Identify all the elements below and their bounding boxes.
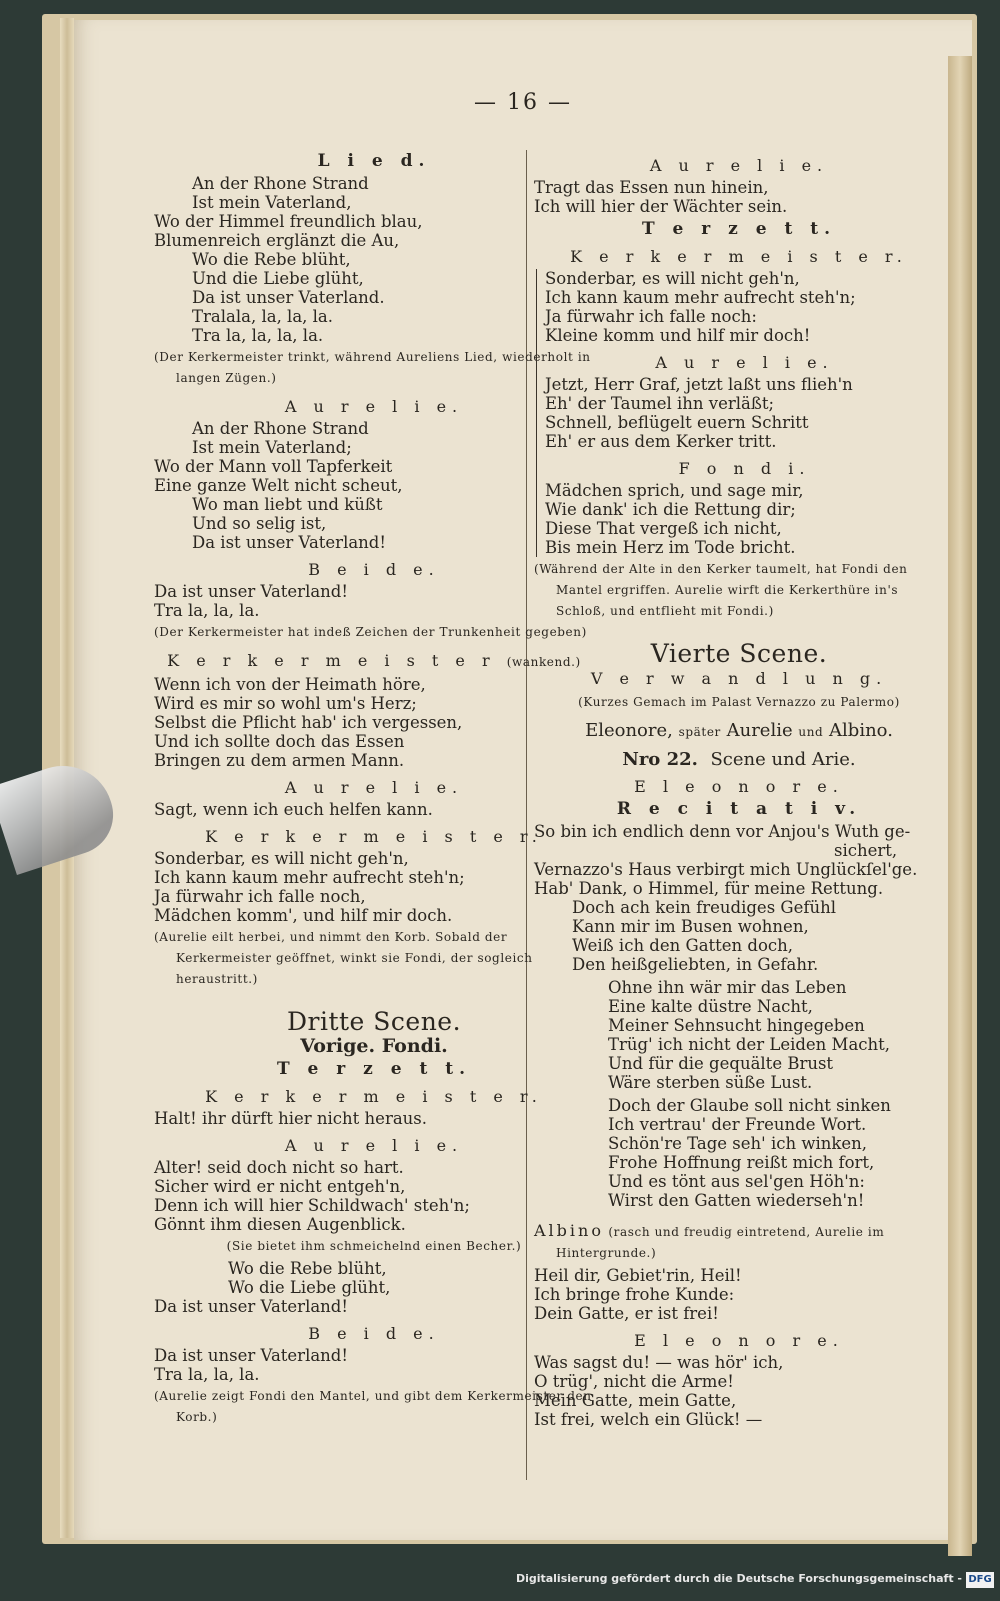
speaker-albino-block [534, 1220, 944, 1264]
speaker-kerkermeister: K e r k e r m e i s t e r. [205, 1087, 543, 1106]
scene-title: Vierte Scene. [650, 639, 828, 668]
verse-line: Sonderbar, es will nicht geh'n, [545, 269, 800, 288]
cast-und: und [798, 725, 824, 739]
verse-line: Ohne ihn wär mir das Leben [608, 978, 847, 997]
verse-line: Tra la, la, la. [154, 601, 260, 620]
verse-line: Mädchen sprich, und sage mir, [545, 481, 804, 500]
verse-line: Wirst den Gatten wiederseh'n! [608, 1191, 865, 1210]
number-label: Nro 22. [622, 749, 698, 770]
stage-direction: (Aurelie eilt herbei, und nimmt den Korb. Sobald der Kerkermeister geöffnet, winkt sie Fondi, der sogleich heraustritt.) [154, 930, 533, 986]
page-number: — 16 — [474, 90, 572, 115]
verse-line: Jetzt, Herr Graf, jetzt laßt uns flieh'n [545, 375, 853, 394]
verse-line: Blumenreich erglänzt die Au, [154, 231, 400, 250]
terzett-heading: T e r z e t t. [276, 1059, 472, 1079]
verse-line: Da ist unser Vaterland! [192, 533, 387, 552]
number-title [534, 750, 944, 769]
scene-cast: Vorige. Fondi. [300, 1035, 448, 1057]
terzett-heading: T e r z e t t. [641, 219, 837, 239]
stage-direction: (Der Kerkermeister hat indeß Zeichen der Trunkenheit gegeben) [154, 625, 587, 639]
verse-line: Da ist unser Vaterland! [154, 582, 349, 601]
stage-direction: (Kurzes Gemach im Palast Vernazzo zu Palermo) [578, 695, 900, 709]
speaker-kerkermeister [154, 651, 594, 672]
speaker-aurelie: A u r e l i e. [649, 156, 829, 175]
stage-direction: (Während der Alte in den Kerker taumelt, hat Fondi den Mantel ergriffen. Aurelie wirft die Kerkerthüre in's Schloß, und entflieht mit Fondi.) [534, 562, 908, 618]
verse-line: Bringen zu dem armen Mann. [154, 751, 405, 770]
verse-line: Denn ich will hier Schildwach' steh'n; [154, 1196, 470, 1215]
verse-line: Und die Liebe glüht, [192, 269, 364, 288]
speaker-aurelie: A u r e l i e. [284, 397, 464, 416]
verse-line: Wäre sterben süße Lust. [608, 1073, 813, 1092]
verse-line: Weiß ich den Gatten doch, [572, 936, 794, 955]
verse-line: Doch ach kein freudiges Gefühl [572, 898, 836, 917]
verse-line: Ich will hier der Wächter sein. [534, 197, 788, 216]
verse-line: Sagt, wenn ich euch helfen kann. [154, 800, 433, 819]
verse-line: Wo man liebt und küßt [192, 495, 383, 514]
verse-line: Ich vertrau' der Freunde Wort. [608, 1115, 867, 1134]
book-page [74, 20, 972, 1540]
page-right-edge [948, 56, 972, 1556]
verse-line: Mädchen komm', und hilf mir doch. [154, 906, 453, 925]
verse-line: Mein Gatte, mein Gatte, [534, 1391, 737, 1410]
verse-line: Sonderbar, es will nicht geh'n, [154, 849, 409, 868]
verse-line: Wo die Rebe blüht, [192, 250, 351, 269]
verse-line: Diese That vergeß ich nicht, [545, 519, 782, 538]
verse-line: Trüg' ich nicht der Leiden Macht, [608, 1035, 891, 1054]
recitativ-heading: R e c i t a t i v. [616, 799, 862, 819]
verse-line: Heil dir, Gebiet'rin, Heil! [534, 1266, 742, 1285]
verse-line: Da ist unser Vaterland. [192, 288, 385, 307]
verse-line: Tra la, la, la, la. [192, 326, 324, 345]
verse-line: Wie dank' ich die Rettung dir; [545, 500, 796, 519]
verse-line: Wo die Rebe blüht, [228, 1259, 387, 1278]
verse-line: Tralala, la, la, la. [192, 307, 334, 326]
speaker-aurelie: A u r e l i e. [655, 353, 834, 372]
verse-line: Und es tönt aus sel'gen Höh'n: [608, 1172, 865, 1191]
verse-bracket [536, 269, 944, 557]
verse-line: Kleine komm und hilf mir doch! [545, 326, 811, 345]
speaker-beide: B e i d e. [308, 1324, 440, 1343]
verse-line: Doch der Glaube soll nicht sinken [608, 1096, 891, 1115]
verse-line: Meiner Sehnsucht hingegeben [608, 1016, 865, 1035]
verse-line: Frohe Hoffnung reißt mich fort, [608, 1153, 875, 1172]
cast-spaeter: später [678, 725, 721, 739]
verse-line: Und für die gequälte Brust [608, 1054, 834, 1073]
verse-line: Tragt das Essen nun hinein, [534, 178, 769, 197]
number-name: Scene und Arie. [710, 749, 856, 770]
verse-line: Den heißgeliebten, in Gefahr. [572, 955, 819, 974]
verse-line: Eine ganze Welt nicht scheut, [154, 476, 403, 495]
left-column [154, 148, 594, 1430]
verse-line: Ich kann kaum mehr aufrecht steh'n; [545, 288, 856, 307]
cast-albino: Albino. [829, 720, 893, 741]
cast-eleonore: Eleonore, [585, 720, 673, 741]
speaker-direction: (wankend.) [506, 655, 581, 669]
verse-line: Ist mein Vaterland; [192, 438, 352, 457]
verse-line: Bis mein Herz im Tode bricht. [545, 538, 796, 557]
verse-line: Eine kalte düstre Nacht, [608, 997, 813, 1016]
scene-cast [534, 721, 944, 742]
verse-line: Halt! ihr dürft hier nicht heraus. [154, 1109, 428, 1128]
cast-aurelie: Aurelie [726, 720, 793, 741]
verse-line: An der Rhone Strand [192, 174, 369, 193]
scene-title: Dritte Scene. [286, 1007, 462, 1036]
verse-line: Eh' er aus dem Kerker tritt. [545, 432, 777, 451]
verse-line: Wenn ich von der Heimath höre, [154, 675, 426, 694]
verse-line: Selbst die Pflicht hab' ich vergessen, [154, 713, 463, 732]
verse-line: Tra la, la, la. [154, 1365, 260, 1384]
speaker-albino: Albino [534, 1221, 604, 1240]
stage-direction: (Der Kerkermeister trinkt, während Aureliens Lied, wiederholt in langen Zügen.) [154, 350, 591, 385]
verse-line: Wo die Liebe glüht, [228, 1278, 391, 1297]
verse-line: Kann mir im Busen wohnen, [572, 917, 809, 936]
speaker-kerkermeister: K e r k e r m e i s t e r. [205, 827, 543, 846]
verse-line: Schnell, beflügelt euern Schritt [545, 413, 809, 432]
verse-line: Dein Gatte, er ist frei! [534, 1304, 719, 1323]
stage-direction: (Sie bietet ihm schmeichelnd einen Becher.) [226, 1239, 522, 1253]
verse-line: Ja fürwahr ich falle noch, [154, 887, 366, 906]
verse-line: Ist frei, welch ein Glück! — [534, 1410, 763, 1429]
lied-heading: L i e d. [317, 151, 431, 171]
dfg-logo: DFG [966, 1572, 994, 1588]
verse-line: Wo der Mann voll Tapferkeit [154, 457, 393, 476]
speaker-fondi: F o n d i. [678, 459, 811, 478]
verse-line: O trüg', nicht die Arme! [534, 1372, 734, 1391]
speaker-aurelie: A u r e l i e. [284, 778, 464, 797]
right-column [534, 148, 944, 1429]
verwandlung: V e r w a n d l u n g. [590, 669, 888, 688]
verse-line: An der Rhone Strand [192, 419, 369, 438]
verse-line: Wo der Himmel freundlich blau, [154, 212, 423, 231]
verse-line: Alter! seid doch nicht so hart. [154, 1158, 404, 1177]
stage-direction: (rasch und freudig eintretend, Aurelie im Hintergrunde.) [556, 1225, 885, 1260]
digitization-credit: Digitalisierung gefördert durch die Deutsche Forschungsgemeinschaft - [515, 1572, 962, 1585]
verse-line: sichert, [834, 841, 898, 860]
speaker-name: K e r k e r m e i s t e r [167, 651, 496, 670]
verse-line: Hab' Dank, o Himmel, für meine Rettung. [534, 879, 884, 898]
verse-line: Wird es mir so wohl um's Herz; [154, 694, 417, 713]
verse-line: Und so selig ist, [192, 514, 327, 533]
speaker-aurelie: A u r e l i e. [284, 1136, 464, 1155]
verse-line: Eh' der Taumel ihn verläßt; [545, 394, 775, 413]
verse-line: Sicher wird er nicht entgeh'n, [154, 1177, 406, 1196]
verse-line: Ich bringe frohe Kunde: [534, 1285, 735, 1304]
speaker-kerkermeister: K e r k e r m e i s t e r. [570, 247, 908, 266]
speaker-beide: B e i d e. [308, 560, 440, 579]
speaker-eleonore: E l e o n o r e. [634, 1331, 844, 1350]
verse-line: Ist mein Vaterland, [192, 193, 352, 212]
verse-line: Und ich sollte doch das Essen [154, 732, 405, 751]
verse-line: Gönnt ihm diesen Augenblick. [154, 1215, 406, 1234]
speaker-eleonore: E l e o n o r e. [634, 777, 844, 796]
verse-line: Da ist unser Vaterland! [154, 1297, 349, 1316]
verse-line: Schön're Tage seh' ich winken, [608, 1134, 867, 1153]
verse-line: Ja fürwahr ich falle noch: [545, 307, 757, 326]
stage-direction: (Aurelie zeigt Fondi den Mantel, und gibt dem Kerkermeister den Korb.) [154, 1389, 592, 1424]
verse-line: Was sagst du! — was hör' ich, [534, 1353, 784, 1372]
verse-line: Da ist unser Vaterland! [154, 1346, 349, 1365]
verse-line: So bin ich endlich denn vor Anjou's Wuth ge- [534, 822, 911, 841]
verse-line: Vernazzo's Haus verbirgt mich Unglückſel'ge. [534, 860, 918, 879]
verse-line: Ich kann kaum mehr aufrecht steh'n; [154, 868, 465, 887]
